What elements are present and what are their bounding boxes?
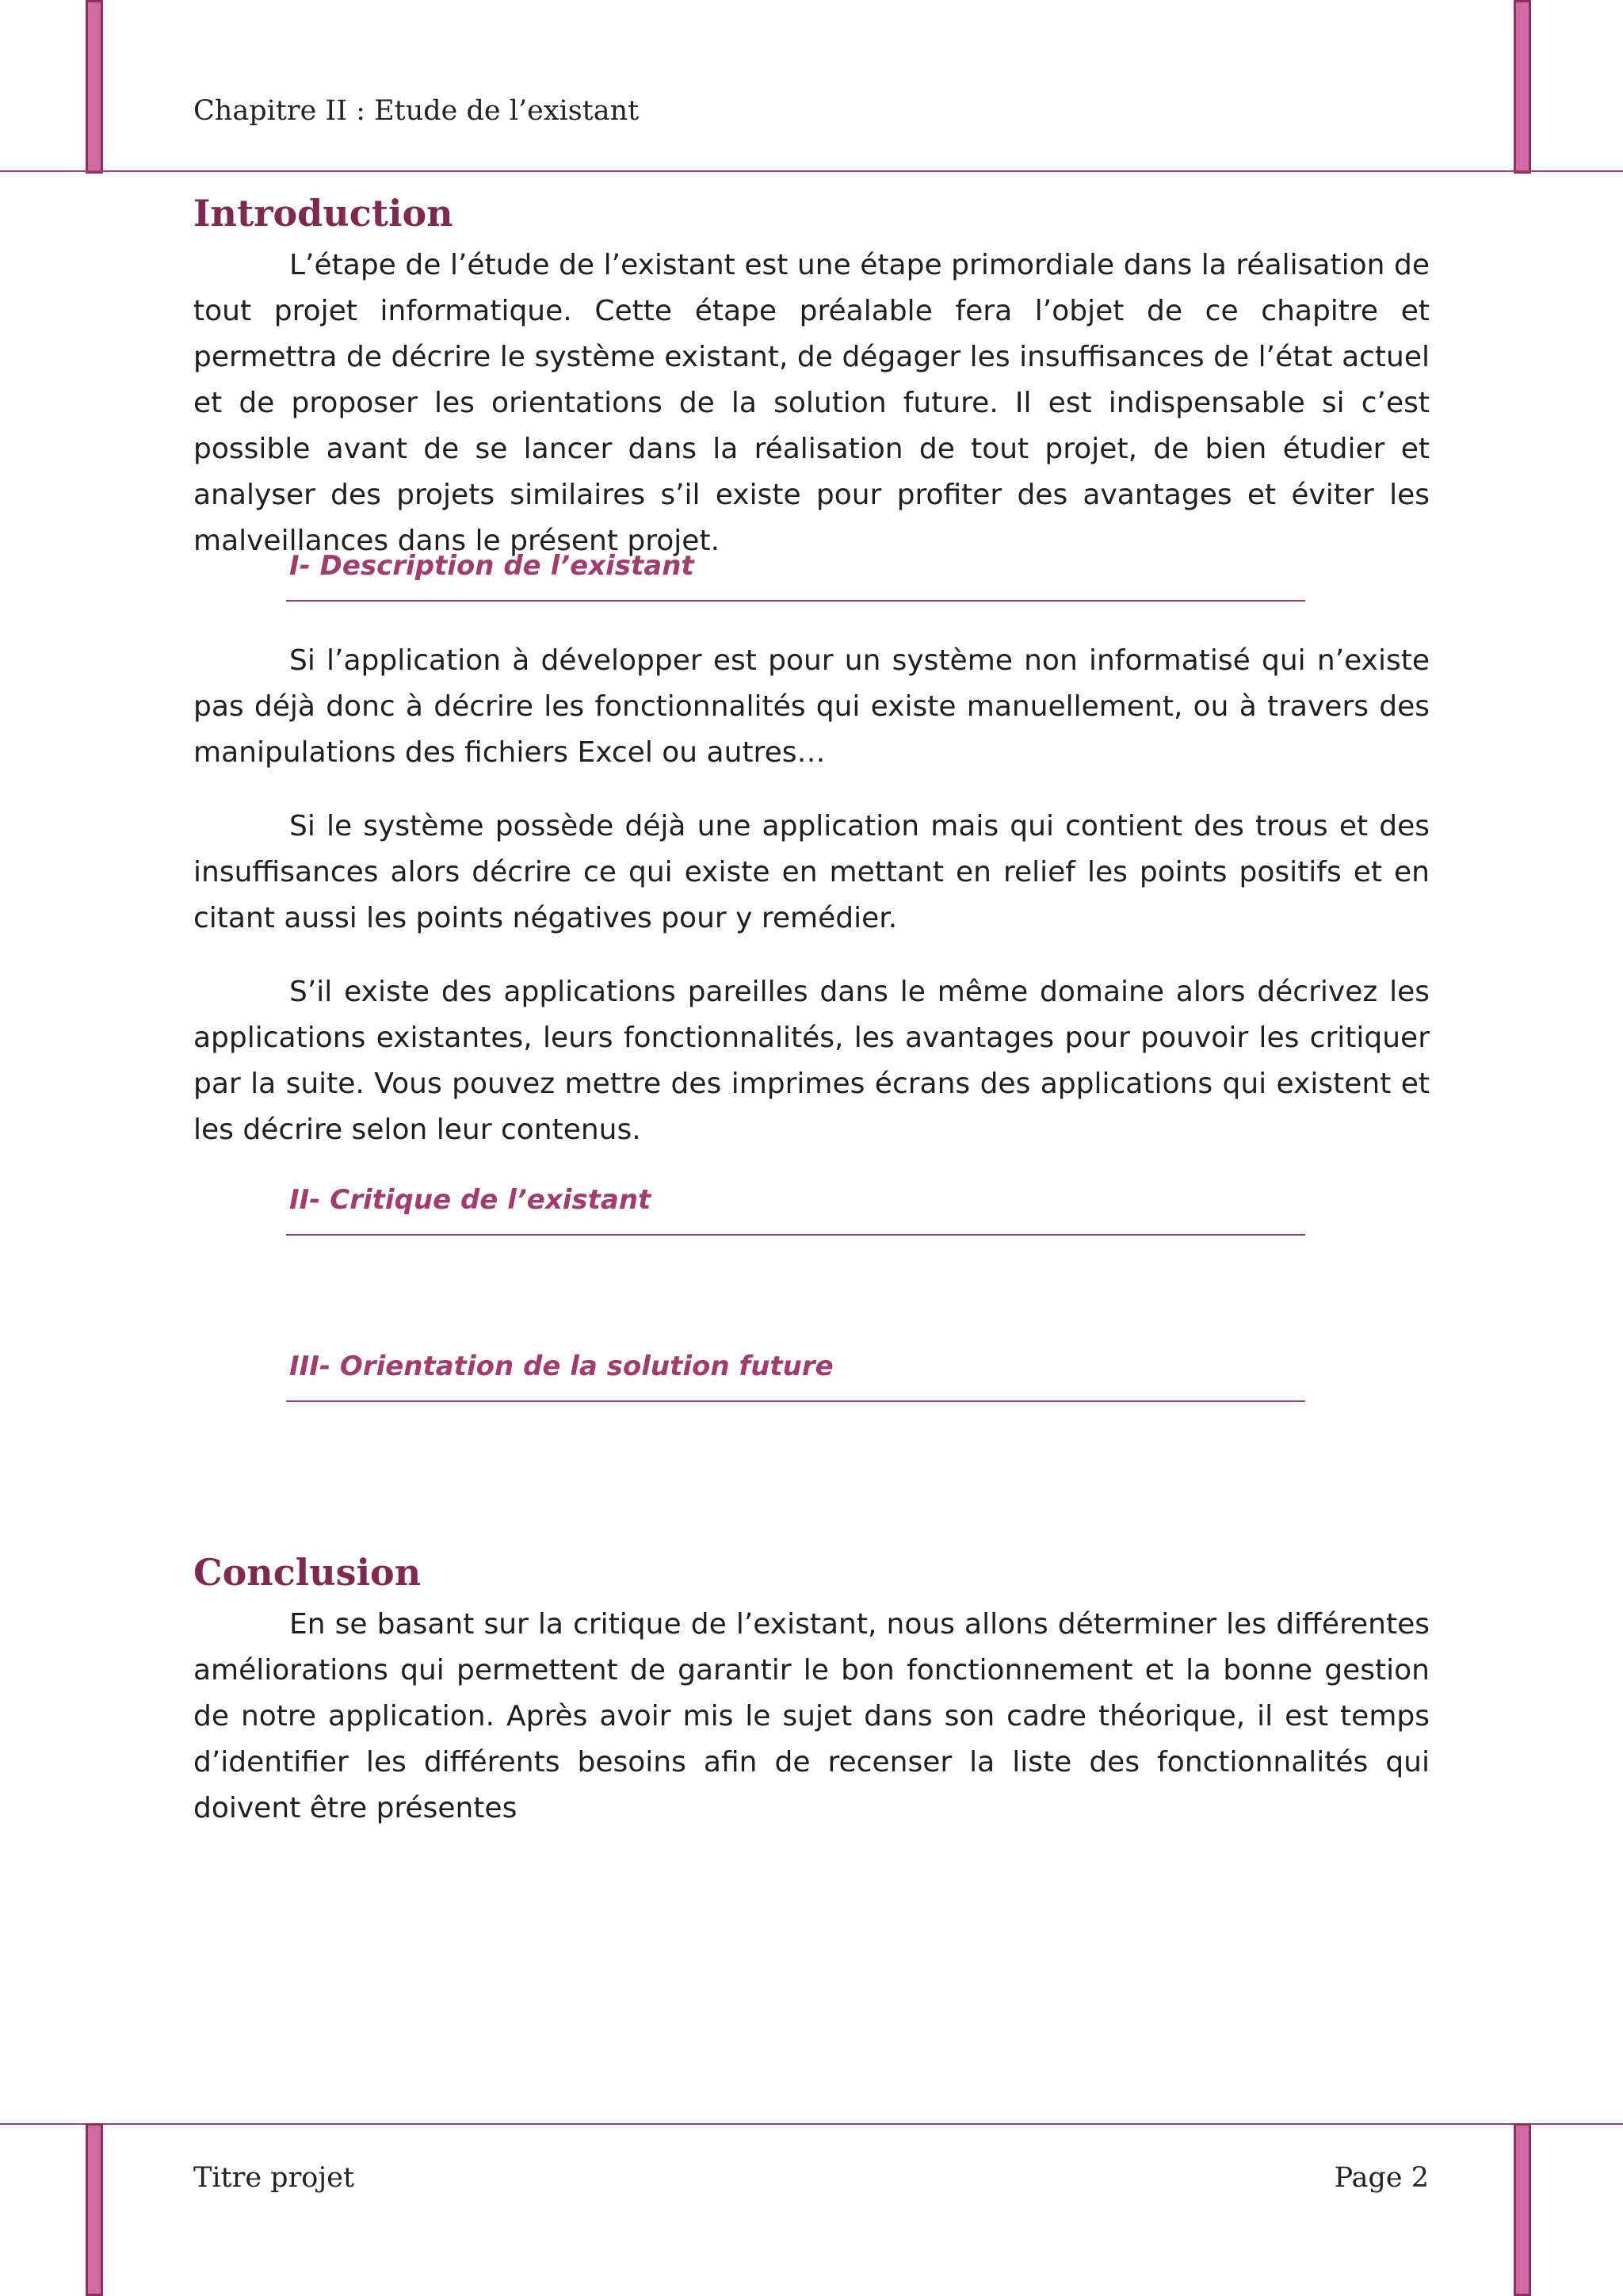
chapter-title: Chapitre II : Etude de l’existant	[193, 95, 640, 127]
description-paragraph-1: Si l’application à développer est pour un système non informatisé qui n’existe pas déjà donc à décrire les fonctionnalités qui existe manuellement, ou à travers des manipulations des fichiers Excel ou autres…	[193, 644, 1430, 769]
section-rule-description	[286, 600, 1305, 602]
description-paragraph-3: S’il existe des applications pareilles dans le même domaine alors décrivez les applications existantes, leurs fonctionnalités, les avantages pour pouvoir les critiquer par la suite. Vous pouvez mettre des imprimes écrans des applications qui existent et les décrire selon leur contenus.	[193, 976, 1430, 1146]
section-rule-orientation	[286, 1400, 1305, 1402]
footer-right-bar	[1514, 2123, 1531, 2296]
footer-project-title: Titre projet	[193, 2162, 355, 2194]
section-title-description: I- Description de l’existant	[289, 550, 694, 582]
footer-page-number: Page 2	[1334, 2162, 1429, 2194]
header-left-bar	[86, 0, 103, 174]
section-title-critique: II- Critique de l’existant	[289, 1184, 651, 1216]
conclusion-heading: Conclusion	[193, 1551, 422, 1594]
footer-left-bar	[86, 2123, 103, 2296]
description-paragraph-2: Si le système possède déjà une application mais qui contient des trous et des insuffisances alors décrire ce qui existe en mettant en relief les points positifs et en citant aussi les points négatives pour y remédier.	[193, 810, 1430, 934]
header-rule	[0, 170, 1623, 172]
footer-rule	[0, 2123, 1623, 2125]
conclusion-paragraph: En se basant sur la critique de l’existant, nous allons déterminer les différentes améliorations qui permettent de garantir le bon fonctionnement et la bonne gestion de notre application. Après avoir mis le sujet dans son cadre théorique, il est temps d’identifier les différents besoins afin de recenser la liste des fonctionnalités qui doivent être présentes	[193, 1608, 1430, 1824]
header-right-bar	[1514, 0, 1531, 174]
introduction-paragraph: L’étape de l’étude de l’existant est une étape primordiale dans la réalisation de tout projet informatique. Cette étape préalable fera l’objet de ce chapitre et permettra de décrire le système existant, de dégager les insuffisances de l’état actuel et de proposer les orientations de la solution future. Il est indispensable si c’est possible avant de se lancer dans la réalisation de tout projet, de bien étudier et analyser des projets similaires s’il existe pour profiter des avantages et éviter les malveillances dans le présent projet.	[193, 249, 1430, 557]
section-rule-critique	[286, 1234, 1305, 1236]
section-title-orientation: III- Orientation de la solution future	[289, 1350, 834, 1382]
introduction-heading: Introduction	[193, 192, 453, 235]
